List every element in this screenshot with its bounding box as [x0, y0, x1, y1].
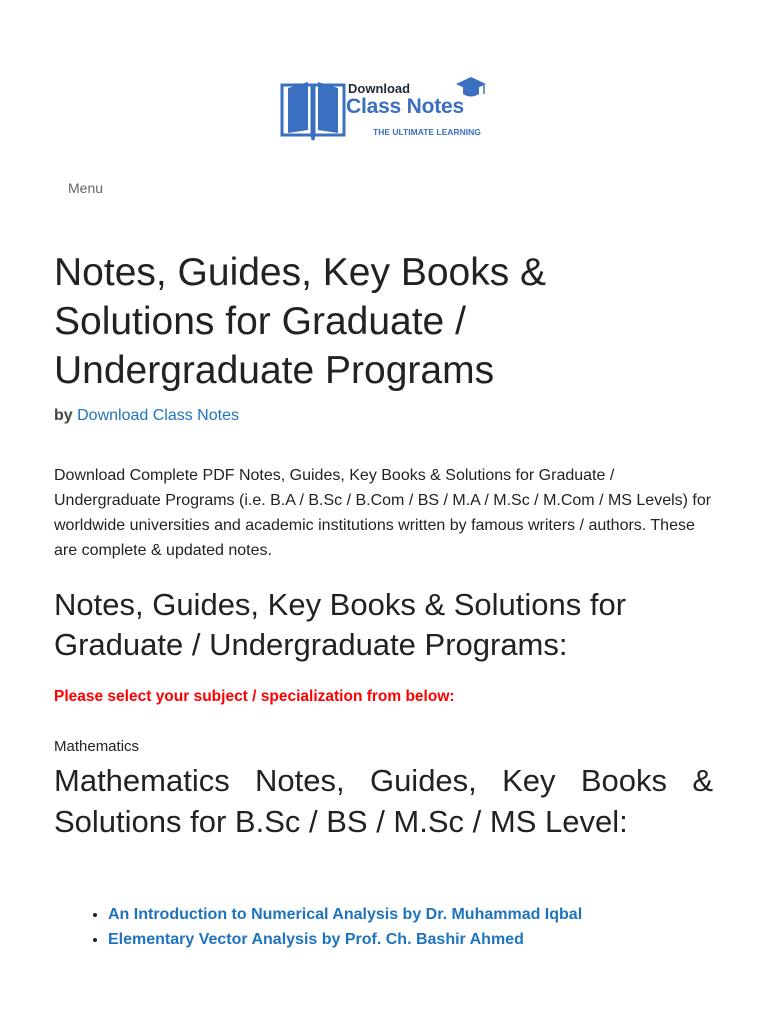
logo-tagline: THE ULTIMATE LEARNING — [373, 127, 481, 137]
logo-download-text: Download — [348, 81, 411, 96]
list-item — [108, 902, 714, 927]
book-logo-icon — [279, 76, 349, 142]
author-link[interactable]: Download Class Notes — [77, 407, 239, 424]
list-item — [108, 927, 714, 952]
section-heading: Notes, Guides, Key Books & Solutions for Graduate / Undergraduate Programs: — [54, 587, 627, 662]
notes-link-list — [54, 902, 714, 952]
page-title: Notes, Guides, Key Books & Solutions for Graduate / Undergraduate Programs — [54, 251, 547, 392]
intro-paragraph: Download Complete PDF Notes, Guides, Key Books & Solutions for Graduate / Undergraduate Programs (i.e. B.A / B.Sc / B.Com / BS / M.A / M.Sc / M.Com / MS Levels) for worldwide universities and academic institutions written by famous writers / authors. These are complete & updated notes. — [54, 467, 712, 559]
site-logo[interactable] — [279, 76, 489, 142]
byline-prefix: by — [54, 407, 73, 424]
vector-analysis-link[interactable]: Elementary Vector Analysis by Prof. Ch. Bashir Ahmed — [108, 931, 524, 948]
logo-class-notes-text: Class Notes — [346, 95, 465, 118]
mathematics-heading: Mathematics Notes, Guides, Key Books & Solutions for B.Sc / BS / M.Sc / MS Level: — [54, 763, 713, 839]
select-subject-note: Please select your subject / specialization from below: — [54, 688, 455, 705]
menu-toggle[interactable]: Menu — [68, 180, 104, 196]
byline — [54, 407, 239, 425]
numerical-analysis-link[interactable]: An Introduction to Numerical Analysis by Dr. Muhammad Iqbal — [108, 906, 583, 923]
category-label: Mathematics — [54, 738, 140, 755]
